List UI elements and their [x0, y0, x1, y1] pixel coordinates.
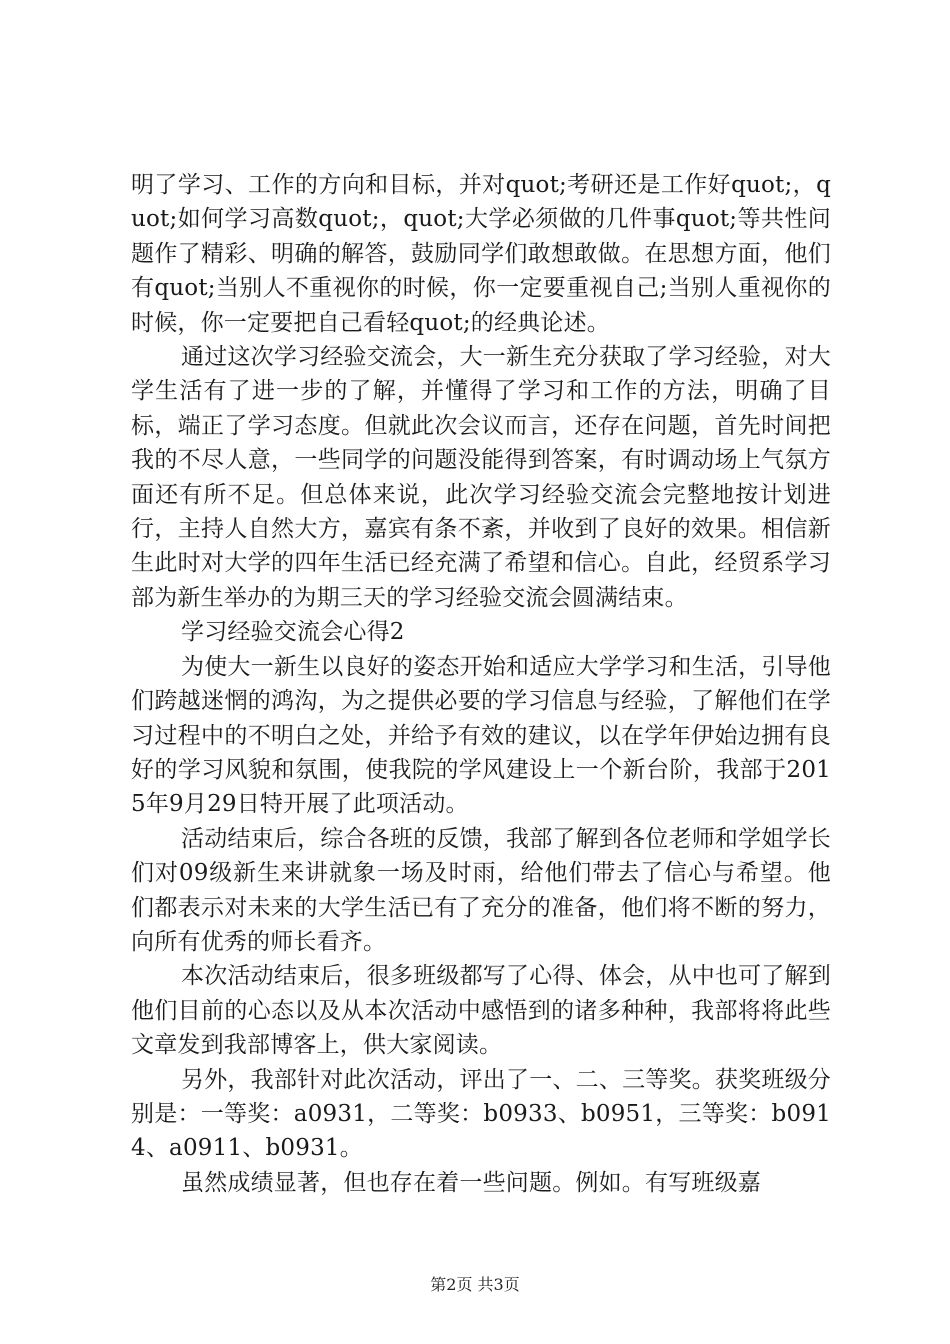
paragraph-6: 另外，我部针对此次活动，评出了一、二、三等奖。获奖班级分别是：一等奖：a0931，二等奖：b0933、b0951，三等奖：b0914、a0911、b0931。: [131, 1066, 831, 1162]
paragraph-2: 通过这次学习经验交流会，大一新生充分获取了学习经验，对大学生活有了进一步的了解，并懂得了学习和工作的方法，明确了目标，端正了学习态度。但就此次会议而言，还存在问题，首先时间把我的不尽人意，一些同学的问题没能得到答案，有时调动场上气氛方面还有所不足。但总体来说，此次学习经验交流会完整地按计划进行，主持人自然大方，嘉宾有条不紊，并收到了良好的效果。相信新生此时对大学的四年生活已经充满了希望和信心。自此，经贸系学习部为新生举办的为期三天的学习经验交流会圆满结束。: [131, 344, 831, 611]
paragraph-3: 为使大一新生以良好的姿态开始和适应大学学习和生活，引导他们跨越迷惘的鸿沟，为之提供必要的学习信息与经验，了解他们在学习过程中的不明白之处，并给予有效的建议，以在学年伊始边拥有良好的学习风貌和氛围，使我院的学风建设上一个新台阶，我部于2015年9月29日特开展了此项活动。: [131, 653, 831, 818]
paragraph-1: 明了学习、工作的方向和目标，并对quot;考研还是工作好quot;，quot;如何学习高数quot;，quot;大学必须做的几件事quot;等共性问题作了精彩、明确的解答，鼓励同学们敢想敢做。在思想方面，他们有quot;当别人不重视你的时候，你一定要重视自己;当别人重视你的时候，你一定要把自己看轻quot;的经典论述。: [131, 172, 831, 336]
body-text: [131, 168, 831, 1200]
paragraph-7: 虽然成绩显著，但也存在着一些问题。例如。有写班级嘉: [181, 1169, 761, 1196]
section-heading: 学习经验交流会心得2: [181, 619, 405, 646]
page-footer: 第2页 共3页: [430, 1275, 520, 1294]
paragraph-4: 活动结束后，综合各班的反馈，我部了解到各位老师和学姐学长们对09级新生来讲就象一场及时雨，给他们带去了信心与希望。他们都表示对未来的大学生活已有了充分的准备，他们将不断的努力，向所有优秀的师长看齐。: [131, 825, 831, 955]
paragraph-5: 本次活动结束后，很多班级都写了心得、体会，从中也可了解到他们目前的心态以及从本次活动中感悟到的诸多种种，我部将将此些文章发到我部博客上，供大家阅读。: [131, 963, 831, 1059]
